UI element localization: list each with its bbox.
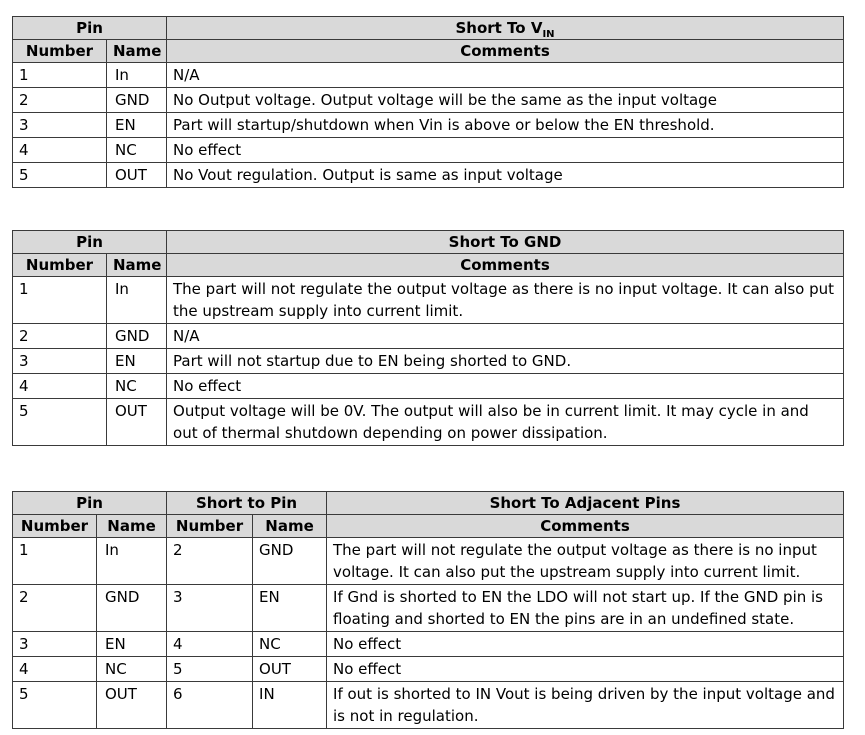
name-column-header: Name (107, 254, 167, 277)
title-main: Short To V (455, 19, 543, 37)
pin-name-cell: NC (97, 657, 167, 682)
pin-name-cell: OUT (97, 682, 167, 729)
table-row (13, 63, 844, 88)
pin-number-cell: 1 (13, 277, 107, 324)
table-header-row (13, 492, 844, 515)
comment-cell: Part will not startup due to EN being shorted to GND. (167, 349, 844, 374)
comment-cell: N/A (167, 324, 844, 349)
pin-number-cell: 2 (13, 88, 107, 113)
pin-number-cell: 2 (13, 585, 97, 632)
target-pin-name-cell: IN (253, 682, 327, 729)
table-row (13, 682, 844, 729)
comment-cell: No effect (327, 657, 844, 682)
table-row (13, 657, 844, 682)
number-column-header: Number (13, 40, 107, 63)
name-column-header: Name (107, 40, 167, 63)
table-row (13, 138, 844, 163)
comments-column-header: Comments (167, 254, 844, 277)
number-column-header: Number (13, 254, 107, 277)
pin-name-cell: NC (107, 374, 167, 399)
pin-name-cell: OUT (107, 163, 167, 188)
table-row (13, 374, 844, 399)
number-column-header: Number (13, 515, 97, 538)
comment-cell: If out is shorted to IN Vout is being driven by the input voltage and is not in regulation. (327, 682, 844, 729)
pin-name-cell: EN (107, 349, 167, 374)
target-number-column-header: Number (167, 515, 253, 538)
column-header-row (13, 515, 844, 538)
target-name-column-header: Name (253, 515, 327, 538)
table-row (13, 399, 844, 446)
table-header-row (13, 17, 844, 40)
column-header-row (13, 254, 844, 277)
target-pin-number-cell: 3 (167, 585, 253, 632)
table-row (13, 163, 844, 188)
pin-header: Pin (13, 492, 167, 515)
target-pin-number-cell: 2 (167, 538, 253, 585)
pin-number-cell: 1 (13, 63, 107, 88)
pin-header: Pin (13, 17, 167, 40)
pin-name-cell: GND (97, 585, 167, 632)
pin-name-cell: In (107, 277, 167, 324)
short-to-pin-header: Short to Pin (167, 492, 327, 515)
pin-number-cell: 5 (13, 399, 107, 446)
target-pin-name-cell: EN (253, 585, 327, 632)
pin-name-cell: In (107, 63, 167, 88)
pin-name-cell: EN (107, 113, 167, 138)
comment-cell: If Gnd is shorted to EN the LDO will not start up. If the GND pin is floating and shorted to EN the pins are in an undefined state. (327, 585, 844, 632)
table-row (13, 538, 844, 585)
comment-cell: No effect (327, 632, 844, 657)
table-row (13, 349, 844, 374)
pin-number-cell: 3 (13, 113, 107, 138)
comments-column-header: Comments (327, 515, 844, 538)
target-pin-name-cell: GND (253, 538, 327, 585)
target-pin-number-cell: 4 (167, 632, 253, 657)
comment-cell: N/A (167, 63, 844, 88)
comment-cell: No effect (167, 138, 844, 163)
pin-name-cell: EN (97, 632, 167, 657)
pin-number-cell: 1 (13, 538, 97, 585)
column-header-row (13, 40, 844, 63)
table-title: Short To Adjacent Pins (327, 492, 844, 515)
comment-cell: Output voltage will be 0V. The output will also be in current limit. It may cycle in and out of thermal shutdown depending on power dissipation. (167, 399, 844, 446)
target-pin-number-cell: 6 (167, 682, 253, 729)
target-pin-name-cell: OUT (253, 657, 327, 682)
pin-number-cell: 2 (13, 324, 107, 349)
title-subscript: IN (542, 29, 555, 40)
pin-name-cell: In (97, 538, 167, 585)
target-pin-number-cell: 5 (167, 657, 253, 682)
pin-header: Pin (13, 231, 167, 254)
comment-cell: No Vout regulation. Output is same as input voltage (167, 163, 844, 188)
comment-cell: No Output voltage. Output voltage will be the same as the input voltage (167, 88, 844, 113)
table-header-row (13, 231, 844, 254)
table-row (13, 277, 844, 324)
short-to-gnd-table (12, 230, 844, 446)
pin-number-cell: 3 (13, 349, 107, 374)
comments-column-header: Comments (167, 40, 844, 63)
pin-number-cell: 4 (13, 138, 107, 163)
comment-cell: No effect (167, 374, 844, 399)
table-row (13, 585, 844, 632)
comment-cell: Part will startup/shutdown when Vin is above or below the EN threshold. (167, 113, 844, 138)
comment-cell: The part will not regulate the output voltage as there is no input voltage. It can also put the upstream supply into current limit. (167, 277, 844, 324)
table-title (167, 17, 844, 40)
table-row (13, 324, 844, 349)
pin-name-cell: OUT (107, 399, 167, 446)
pin-name-cell: NC (107, 138, 167, 163)
pin-number-cell: 5 (13, 163, 107, 188)
pin-number-cell: 4 (13, 374, 107, 399)
pin-name-cell: GND (107, 88, 167, 113)
short-to-adjacent-pins-table (12, 491, 844, 729)
pin-number-cell: 3 (13, 632, 97, 657)
table-row (13, 113, 844, 138)
pin-number-cell: 4 (13, 657, 97, 682)
name-column-header: Name (97, 515, 167, 538)
pin-number-cell: 5 (13, 682, 97, 729)
target-pin-name-cell: NC (253, 632, 327, 657)
comment-cell: The part will not regulate the output voltage as there is no input voltage. It can also put the upstream supply into current limit. (327, 538, 844, 585)
pin-name-cell: GND (107, 324, 167, 349)
table-row (13, 88, 844, 113)
table-title: Short To GND (167, 231, 844, 254)
table-row (13, 632, 844, 657)
short-to-vin-table (12, 16, 844, 188)
